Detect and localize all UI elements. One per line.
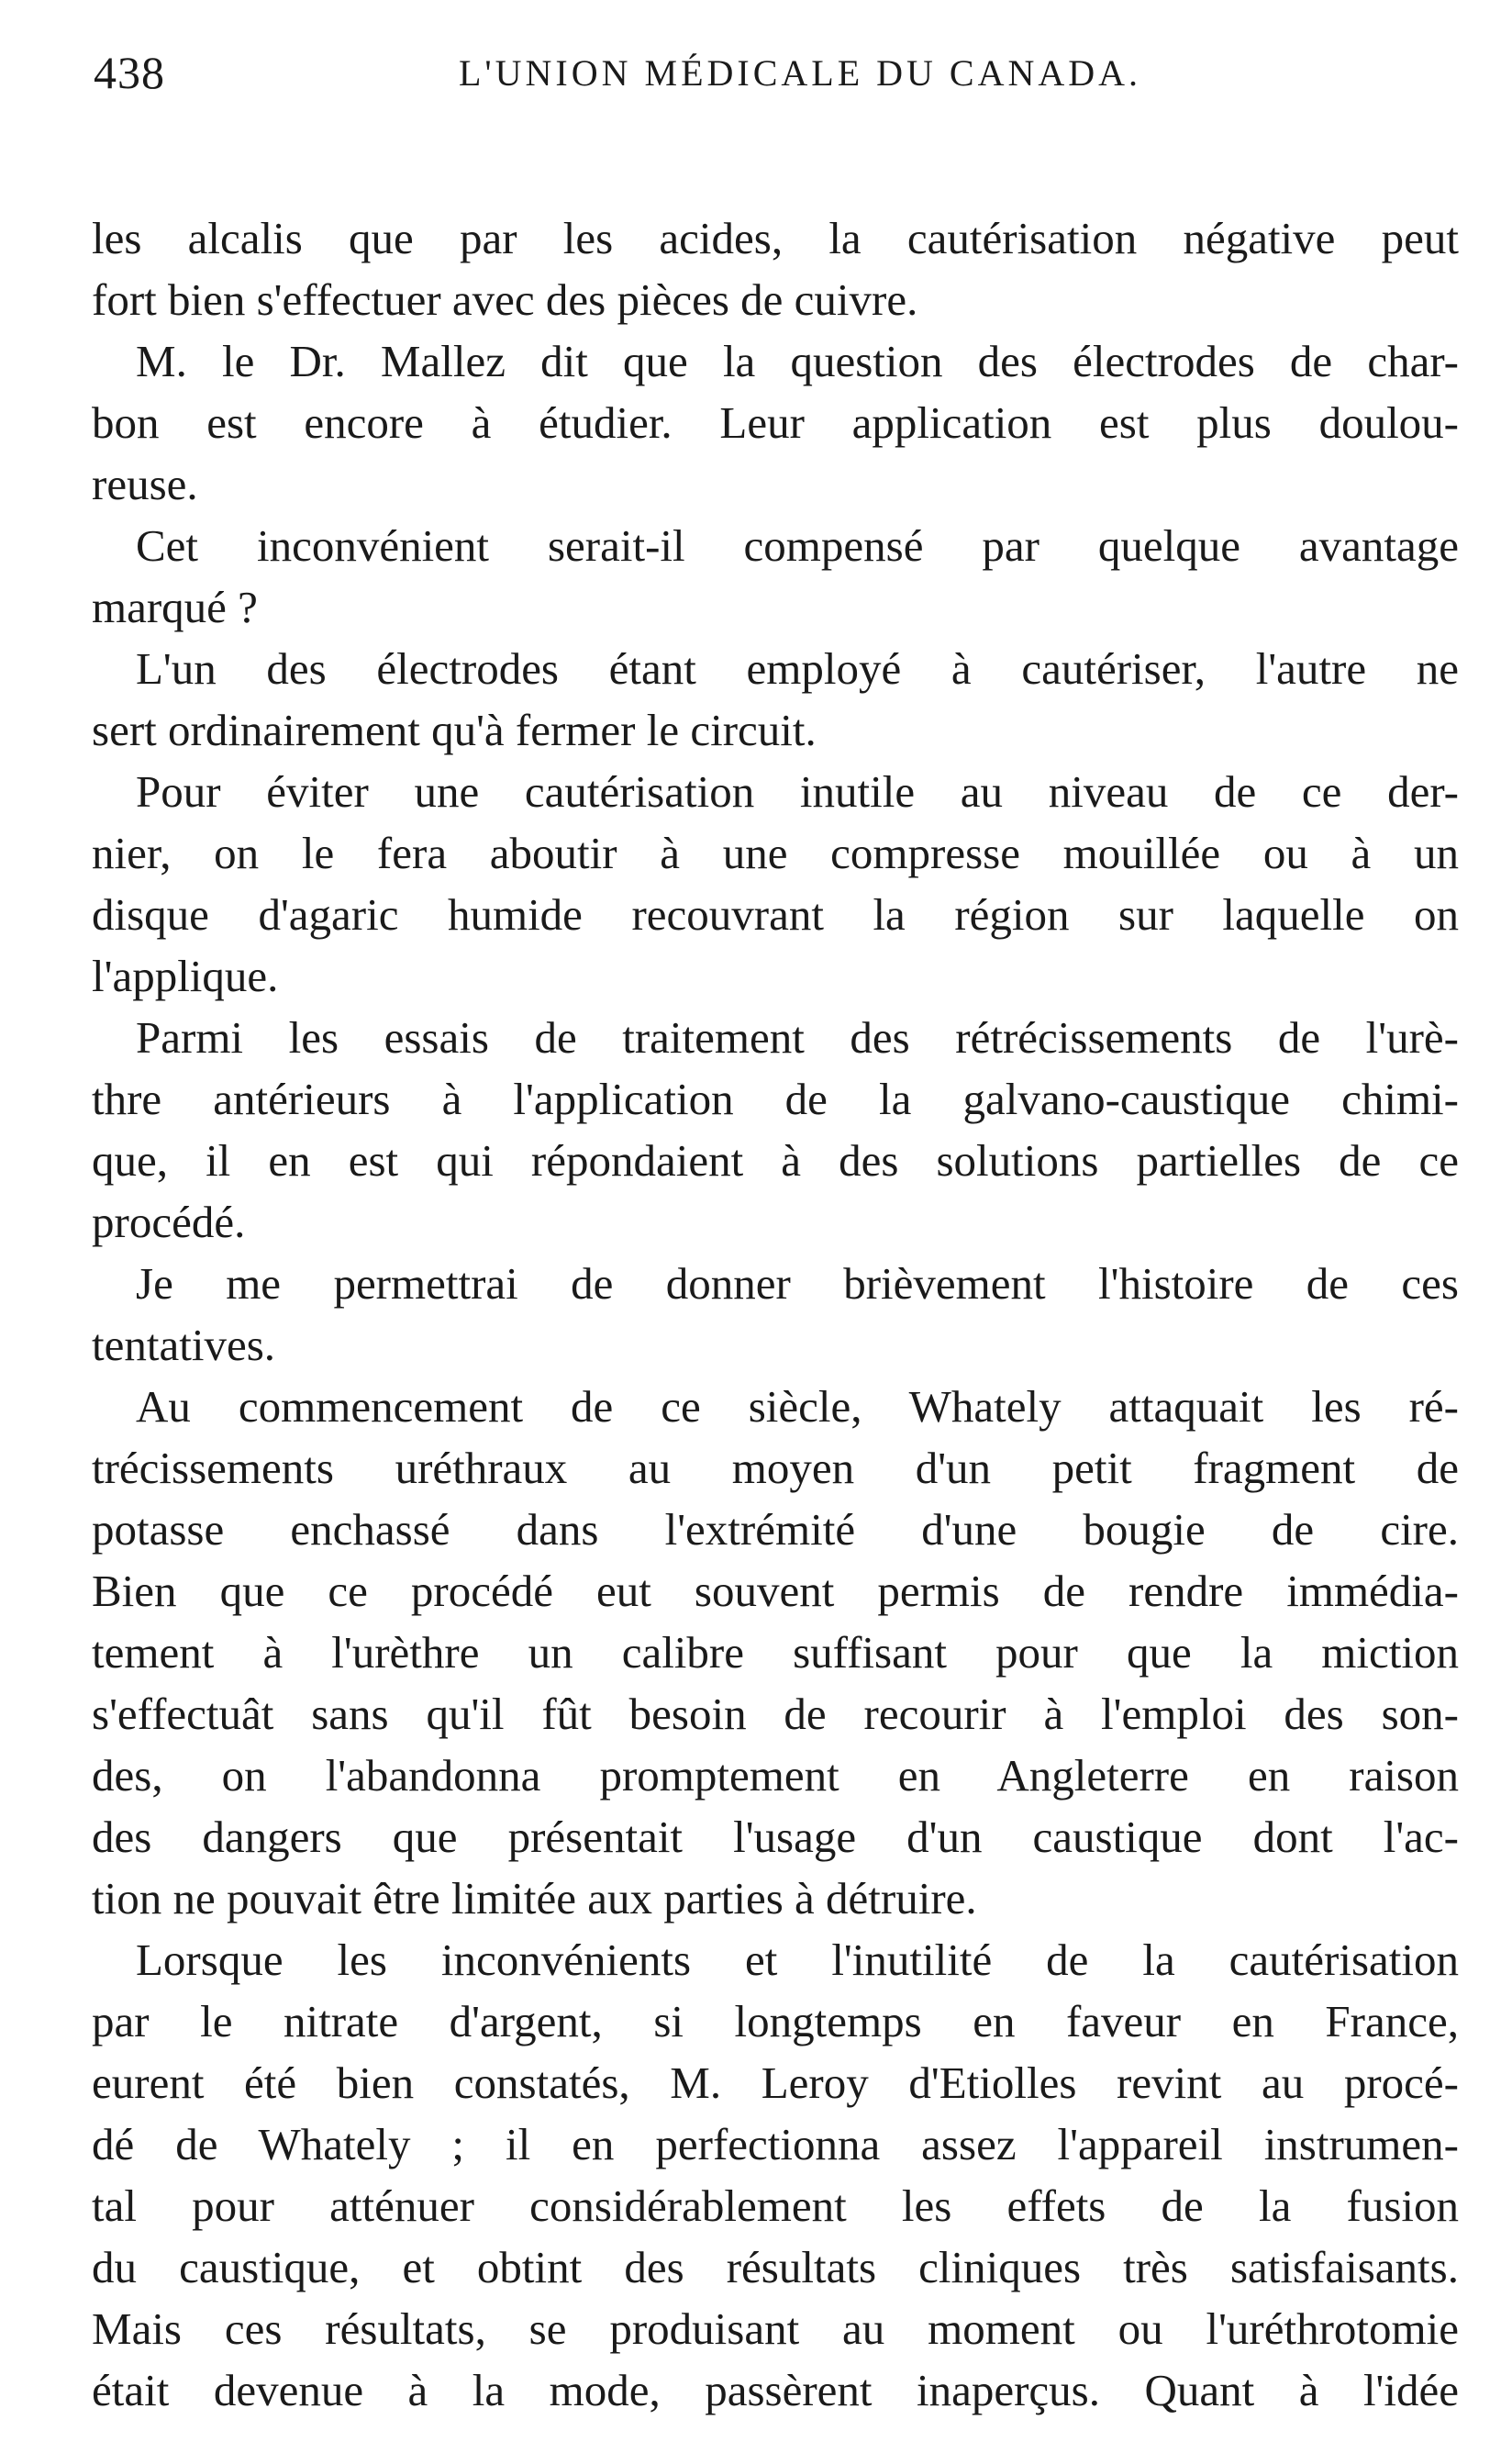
text-line: eurent été bien constatés, M. Leroy d'Etiolles revint au procé- [92,2057,1459,2108]
text-line: trécissements uréthraux au moyen d'un petit fragment de [92,1443,1459,1493]
text-line: Je me permettrai de donner brièvement l'histoire de ces [136,1258,1459,1309]
body-text [92,207,1459,2421]
text-line: fort bien s'effectuer avec des pièces de cuivre. [92,274,918,325]
text-line: l'applique. [92,951,279,1001]
text-line: que, il en est qui répondaient à des solutions partielles de ce [92,1135,1459,1186]
text-line: procédé. [92,1197,246,1247]
text-line: sert ordinairement qu'à fermer le circuit. [92,705,817,755]
text-line: des, on l'abandonna promptement en Angleterre en raison [92,1750,1459,1801]
text-line: dé de Whately ; il en perfectionna assez l'appareil instrumen- [92,2119,1459,2169]
document-page [92,46,1459,2421]
text-line: des dangers que présentait l'usage d'un caustique dont l'ac- [92,1812,1459,1862]
text-line: Bien que ce procédé eut souvent permis de rendre immédia- [92,1566,1459,1616]
text-line: tal pour atténuer considérablement les effets de la fusion [92,2180,1459,2231]
journal-title: L'UNION MÉDICALE DU CANADA. [459,52,1142,94]
text-line: M. le Dr. Mallez dit que la question des électrodes de char- [136,336,1459,386]
text-line: thre antérieurs à l'application de la galvano-caustique chimi- [92,1074,1459,1124]
text-line: tement à l'urèthre un calibre suffisant pour que la miction [92,1627,1459,1678]
text-line: par le nitrate d'argent, si longtemps en faveur en France, [92,1996,1459,2046]
text-line: Pour éviter une cautérisation inutile au niveau de ce der- [136,766,1459,817]
text-line: du caustique, et obtint des résultats cliniques très satisfaisants. [92,2242,1459,2292]
text-line: L'un des électrodes étant employé à cautériser, l'autre ne [136,643,1459,694]
text-line: s'effectuât sans qu'il fût besoin de recourir à l'emploi des son- [92,1689,1459,1739]
text-line: était devenue à la mode, passèrent inaperçus. Quant à l'idée [92,2365,1459,2415]
text-line: disque d'agaric humide recouvrant la région sur laquelle on [92,889,1459,940]
text-line: Lorsque les inconvénients et l'inutilité de la cautérisation [136,1935,1459,1985]
running-head [92,46,1459,110]
text-line: nier, on le fera aboutir à une compresse mouillée ou à un [92,828,1459,878]
text-line: tion ne pouvait être limitée aux parties à détruire. [92,1873,977,1923]
page-number: 438 [94,47,165,98]
text-line: Cet inconvénient serait-il compensé par quelque avantage [136,520,1459,571]
text-line: tentatives. [92,1320,276,1370]
text-line: Au commencement de ce siècle, Whately attaquait les ré- [136,1381,1459,1432]
text-line: les alcalis que par les acides, la cautérisation négative peut [92,213,1459,263]
text-line: potasse enchassé dans l'extrémité d'une bougie de cire. [92,1504,1459,1555]
text-line: reuse. [92,459,198,509]
text-line: bon est encore à étudier. Leur application est plus doulou- [92,397,1459,448]
text-line: Parmi les essais de traitement des rétrécissements de l'urè- [136,1012,1459,1063]
text-line: marqué ? [92,582,258,632]
text-line: Mais ces résultats, se produisant au moment ou l'uréthrotomie [92,2303,1459,2354]
